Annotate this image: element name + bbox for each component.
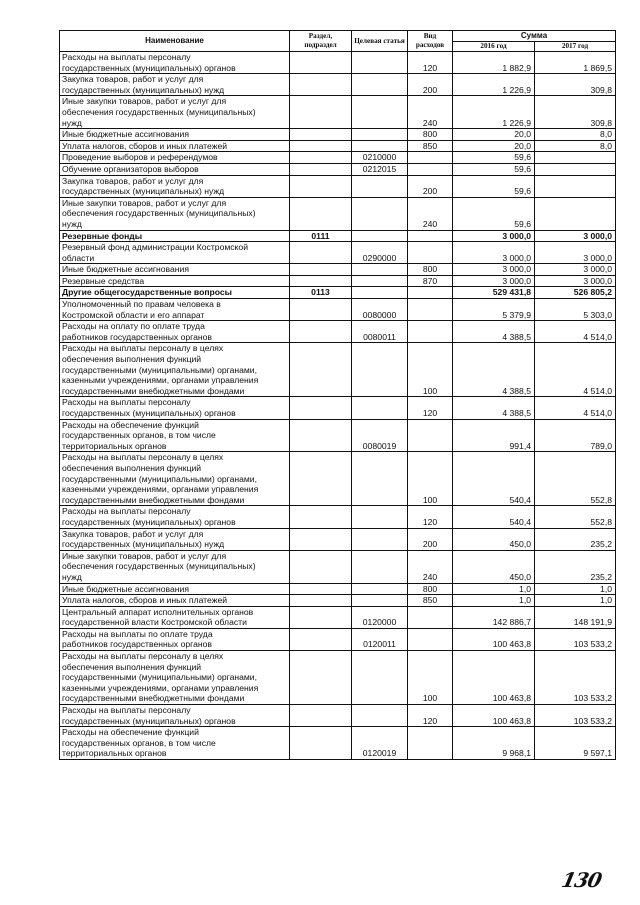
row-sum-2017: 4 514,0 xyxy=(535,397,616,419)
table-row xyxy=(60,299,616,321)
row-name: Другие общегосударственные вопросы xyxy=(60,287,290,299)
row-sum-2017: 3 000,0 xyxy=(535,230,616,242)
table-row xyxy=(60,397,616,419)
row-section xyxy=(290,550,352,583)
row-section xyxy=(290,606,352,628)
row-target: 0212015 xyxy=(352,163,408,175)
row-name: Расходы на выплаты персоналу в целях обеспечения выполнения функций государственными (муниципальными) органами, казенными учреждениями, органами управления государственными внебюджетными фондами xyxy=(60,452,290,506)
row-sum-2017: 1 869,5 xyxy=(535,52,616,74)
row-target xyxy=(352,651,408,705)
row-type: 120 xyxy=(408,397,453,419)
row-name: Расходы на обеспечение функций государственных органов, в том числе территориальных органов xyxy=(60,727,290,760)
row-target xyxy=(352,96,408,129)
header-year-2016: 2016 год xyxy=(453,42,535,52)
row-target xyxy=(352,175,408,197)
row-target xyxy=(352,705,408,727)
row-target xyxy=(352,264,408,276)
row-name: Резервные фонды xyxy=(60,230,290,242)
table-row xyxy=(60,197,616,230)
row-type xyxy=(408,606,453,628)
row-section xyxy=(290,52,352,74)
table-row xyxy=(60,343,616,397)
table-row xyxy=(60,595,616,607)
table-row xyxy=(60,152,616,164)
row-section xyxy=(290,140,352,152)
row-type: 120 xyxy=(408,705,453,727)
row-target xyxy=(352,583,408,595)
row-sum-2017: 3 000,0 xyxy=(535,264,616,276)
row-target xyxy=(352,275,408,287)
table-row xyxy=(60,705,616,727)
row-section xyxy=(290,197,352,230)
table-row xyxy=(60,419,616,452)
row-section xyxy=(290,651,352,705)
row-name: Закупка товаров, работ и услуг для государственных (муниципальных) нужд xyxy=(60,528,290,550)
budget-table xyxy=(59,30,616,760)
row-target xyxy=(352,140,408,152)
table-row xyxy=(60,727,616,760)
row-type: 200 xyxy=(408,175,453,197)
row-section xyxy=(290,163,352,175)
row-type xyxy=(408,230,453,242)
table-row xyxy=(60,129,616,141)
table-row xyxy=(60,651,616,705)
table-row xyxy=(60,583,616,595)
row-sum-2016: 59,6 xyxy=(453,175,535,197)
row-target: 0080000 xyxy=(352,299,408,321)
row-sum-2016: 1 226,9 xyxy=(453,96,535,129)
row-type xyxy=(408,287,453,299)
row-target xyxy=(352,287,408,299)
row-target: 0120019 xyxy=(352,727,408,760)
table-row xyxy=(60,264,616,276)
table-row xyxy=(60,528,616,550)
row-sum-2017: 4 514,0 xyxy=(535,343,616,397)
row-sum-2017: 789,0 xyxy=(535,419,616,452)
row-sum-2017: 5 303,0 xyxy=(535,299,616,321)
row-target: 0210000 xyxy=(352,152,408,164)
row-sum-2016: 9 968,1 xyxy=(453,727,535,760)
page-number: 130 xyxy=(559,868,604,892)
row-name: Иные бюджетные ассигнования xyxy=(60,129,290,141)
row-type xyxy=(408,152,453,164)
row-sum-2017 xyxy=(535,152,616,164)
row-sum-2016: 4 388,5 xyxy=(453,343,535,397)
row-type xyxy=(408,727,453,760)
row-name: Расходы на выплаты персоналу в целях обеспечения выполнения функций государственными (муниципальными) органами, казенными учреждениями, органами управления государственными внебюджетными фондами xyxy=(60,343,290,397)
budget-table-page xyxy=(59,30,615,760)
row-sum-2016: 540,4 xyxy=(453,506,535,528)
row-sum-2016: 450,0 xyxy=(453,528,535,550)
row-target: 0120000 xyxy=(352,606,408,628)
row-section: 0111 xyxy=(290,230,352,242)
row-type: 200 xyxy=(408,74,453,96)
row-sum-2016: 100 463,8 xyxy=(453,705,535,727)
row-target: 0080011 xyxy=(352,321,408,343)
row-sum-2016: 4 388,5 xyxy=(453,321,535,343)
header-section: Раздел, подраздел xyxy=(290,31,352,52)
row-sum-2016: 3 000,0 xyxy=(453,264,535,276)
row-sum-2017 xyxy=(535,197,616,230)
row-section xyxy=(290,264,352,276)
row-section xyxy=(290,583,352,595)
row-sum-2017: 9 597,1 xyxy=(535,727,616,760)
row-sum-2017: 526 805,2 xyxy=(535,287,616,299)
row-target xyxy=(352,129,408,141)
row-section xyxy=(290,727,352,760)
row-sum-2016: 540,4 xyxy=(453,452,535,506)
row-sum-2016: 59,6 xyxy=(453,163,535,175)
row-type xyxy=(408,419,453,452)
row-target xyxy=(352,230,408,242)
table-row xyxy=(60,287,616,299)
row-section xyxy=(290,506,352,528)
table-row xyxy=(60,628,616,650)
row-sum-2017: 8,0 xyxy=(535,140,616,152)
table-row xyxy=(60,275,616,287)
row-sum-2017: 552,8 xyxy=(535,452,616,506)
table-row xyxy=(60,52,616,74)
row-sum-2016: 100 463,8 xyxy=(453,651,535,705)
row-sum-2016: 4 388,5 xyxy=(453,397,535,419)
row-section xyxy=(290,129,352,141)
row-sum-2016: 1 226,9 xyxy=(453,74,535,96)
table-row xyxy=(60,606,616,628)
row-name: Расходы на выплаты персоналу государственных (муниципальных) органов xyxy=(60,506,290,528)
row-name: Расходы на выплаты персоналу государственных (муниципальных) органов xyxy=(60,52,290,74)
row-name: Расходы на выплаты по оплате труда работников государственных органов xyxy=(60,628,290,650)
row-target xyxy=(352,452,408,506)
row-target xyxy=(352,550,408,583)
row-name: Резервный фонд администрации Костромской области xyxy=(60,242,290,264)
header-sum: Сумма xyxy=(453,31,616,42)
header-name: Наименование xyxy=(60,31,290,52)
row-sum-2016: 5 379,9 xyxy=(453,299,535,321)
row-sum-2017: 552,8 xyxy=(535,506,616,528)
row-type: 100 xyxy=(408,452,453,506)
row-section xyxy=(290,175,352,197)
row-section xyxy=(290,152,352,164)
header-target: Целевая статья xyxy=(352,31,408,52)
row-name: Закупка товаров, работ и услуг для государственных (муниципальных) нужд xyxy=(60,175,290,197)
row-section xyxy=(290,452,352,506)
row-target xyxy=(352,343,408,397)
row-name: Иные закупки товаров, работ и услуг для обеспечения государственных (муниципальных) нужд xyxy=(60,197,290,230)
row-sum-2017: 148 191,9 xyxy=(535,606,616,628)
row-target: 0080019 xyxy=(352,419,408,452)
row-section xyxy=(290,595,352,607)
row-sum-2017: 235,2 xyxy=(535,528,616,550)
row-sum-2017 xyxy=(535,175,616,197)
header-type: Вид расходов xyxy=(408,31,453,52)
row-type: 800 xyxy=(408,264,453,276)
row-sum-2016: 20,0 xyxy=(453,140,535,152)
row-sum-2016: 3 000,0 xyxy=(453,230,535,242)
row-sum-2016: 1,0 xyxy=(453,595,535,607)
row-sum-2016: 142 886,7 xyxy=(453,606,535,628)
row-type xyxy=(408,321,453,343)
row-sum-2016: 100 463,8 xyxy=(453,628,535,650)
row-type: 100 xyxy=(408,343,453,397)
row-type: 240 xyxy=(408,550,453,583)
table-row xyxy=(60,140,616,152)
row-type: 120 xyxy=(408,506,453,528)
row-sum-2016: 450,0 xyxy=(453,550,535,583)
row-target: 0120011 xyxy=(352,628,408,650)
table-row xyxy=(60,163,616,175)
row-target xyxy=(352,197,408,230)
table-row xyxy=(60,230,616,242)
row-sum-2016: 991,4 xyxy=(453,419,535,452)
row-type xyxy=(408,299,453,321)
row-type: 100 xyxy=(408,651,453,705)
row-sum-2016: 59,6 xyxy=(453,197,535,230)
table-row xyxy=(60,96,616,129)
row-section xyxy=(290,299,352,321)
row-section xyxy=(290,74,352,96)
row-target xyxy=(352,52,408,74)
row-name: Обучение организаторов выборов xyxy=(60,163,290,175)
row-sum-2017: 3 000,0 xyxy=(535,275,616,287)
row-section xyxy=(290,321,352,343)
row-type xyxy=(408,163,453,175)
table-row xyxy=(60,321,616,343)
row-type: 800 xyxy=(408,583,453,595)
row-name: Уплата налогов, сборов и иных платежей xyxy=(60,140,290,152)
row-name: Расходы на выплаты персоналу государственных (муниципальных) органов xyxy=(60,705,290,727)
row-sum-2017: 1,0 xyxy=(535,583,616,595)
row-section xyxy=(290,343,352,397)
row-target: 0290000 xyxy=(352,242,408,264)
table-header xyxy=(60,31,616,52)
row-target xyxy=(352,397,408,419)
row-name: Иные бюджетные ассигнования xyxy=(60,264,290,276)
row-section xyxy=(290,275,352,287)
row-type: 850 xyxy=(408,140,453,152)
row-type: 120 xyxy=(408,52,453,74)
row-name: Уплата налогов, сборов и иных платежей xyxy=(60,595,290,607)
row-name: Закупка товаров, работ и услуг для государственных (муниципальных) нужд xyxy=(60,74,290,96)
row-sum-2016: 1,0 xyxy=(453,583,535,595)
row-sum-2017: 103 533,2 xyxy=(535,628,616,650)
row-target xyxy=(352,506,408,528)
row-name: Резервные средства xyxy=(60,275,290,287)
row-target xyxy=(352,528,408,550)
row-sum-2016: 1 882,9 xyxy=(453,52,535,74)
row-target xyxy=(352,74,408,96)
row-sum-2017: 309,8 xyxy=(535,96,616,129)
row-type: 850 xyxy=(408,595,453,607)
row-section xyxy=(290,528,352,550)
row-type: 240 xyxy=(408,197,453,230)
row-section xyxy=(290,705,352,727)
row-section: 0113 xyxy=(290,287,352,299)
row-type: 800 xyxy=(408,129,453,141)
table-row xyxy=(60,506,616,528)
row-name: Уполномоченный по правам человека в Костромской области и его аппарат xyxy=(60,299,290,321)
row-section xyxy=(290,96,352,129)
row-sum-2016: 529 431,8 xyxy=(453,287,535,299)
row-section xyxy=(290,628,352,650)
table-row xyxy=(60,550,616,583)
row-name: Иные бюджетные ассигнования xyxy=(60,583,290,595)
row-type: 240 xyxy=(408,96,453,129)
table-row xyxy=(60,74,616,96)
row-type xyxy=(408,628,453,650)
row-sum-2016: 3 000,0 xyxy=(453,275,535,287)
row-type: 870 xyxy=(408,275,453,287)
row-target xyxy=(352,595,408,607)
row-section xyxy=(290,397,352,419)
table-row xyxy=(60,175,616,197)
row-type: 200 xyxy=(408,528,453,550)
row-name: Центральный аппарат исполнительных органов государственной власти Костромской области xyxy=(60,606,290,628)
row-type xyxy=(408,242,453,264)
row-name: Проведение выборов и референдумов xyxy=(60,152,290,164)
row-sum-2017: 8,0 xyxy=(535,129,616,141)
row-sum-2016: 3 000,0 xyxy=(453,242,535,264)
row-sum-2017: 309,8 xyxy=(535,74,616,96)
row-name: Расходы на оплату по оплате труда работников государственных органов xyxy=(60,321,290,343)
row-sum-2016: 20,0 xyxy=(453,129,535,141)
row-name: Расходы на выплаты персоналу государственных (муниципальных) органов xyxy=(60,397,290,419)
row-name: Расходы на выплаты персоналу в целях обеспечения выполнения функций государственными (муниципальными) органами, казенными учреждениями, органами управления государственными внебюджетными фондами xyxy=(60,651,290,705)
row-section xyxy=(290,419,352,452)
header-year-2017: 2017 год xyxy=(535,42,616,52)
row-sum-2017: 3 000,0 xyxy=(535,242,616,264)
row-name: Иные закупки товаров, работ и услуг для обеспечения государственных (муниципальных) нужд xyxy=(60,550,290,583)
row-name: Иные закупки товаров, работ и услуг для обеспечения государственных (муниципальных) нужд xyxy=(60,96,290,129)
row-sum-2017: 4 514,0 xyxy=(535,321,616,343)
row-name: Расходы на обеспечение функций государственных органов, в том числе территориальных органов xyxy=(60,419,290,452)
row-sum-2017: 1,0 xyxy=(535,595,616,607)
table-body xyxy=(60,52,616,760)
row-sum-2017: 103 533,2 xyxy=(535,705,616,727)
row-sum-2016: 59,6 xyxy=(453,152,535,164)
table-row xyxy=(60,452,616,506)
row-sum-2017: 103 533,2 xyxy=(535,651,616,705)
row-section xyxy=(290,242,352,264)
table-row xyxy=(60,242,616,264)
row-sum-2017 xyxy=(535,163,616,175)
row-sum-2017: 235,2 xyxy=(535,550,616,583)
